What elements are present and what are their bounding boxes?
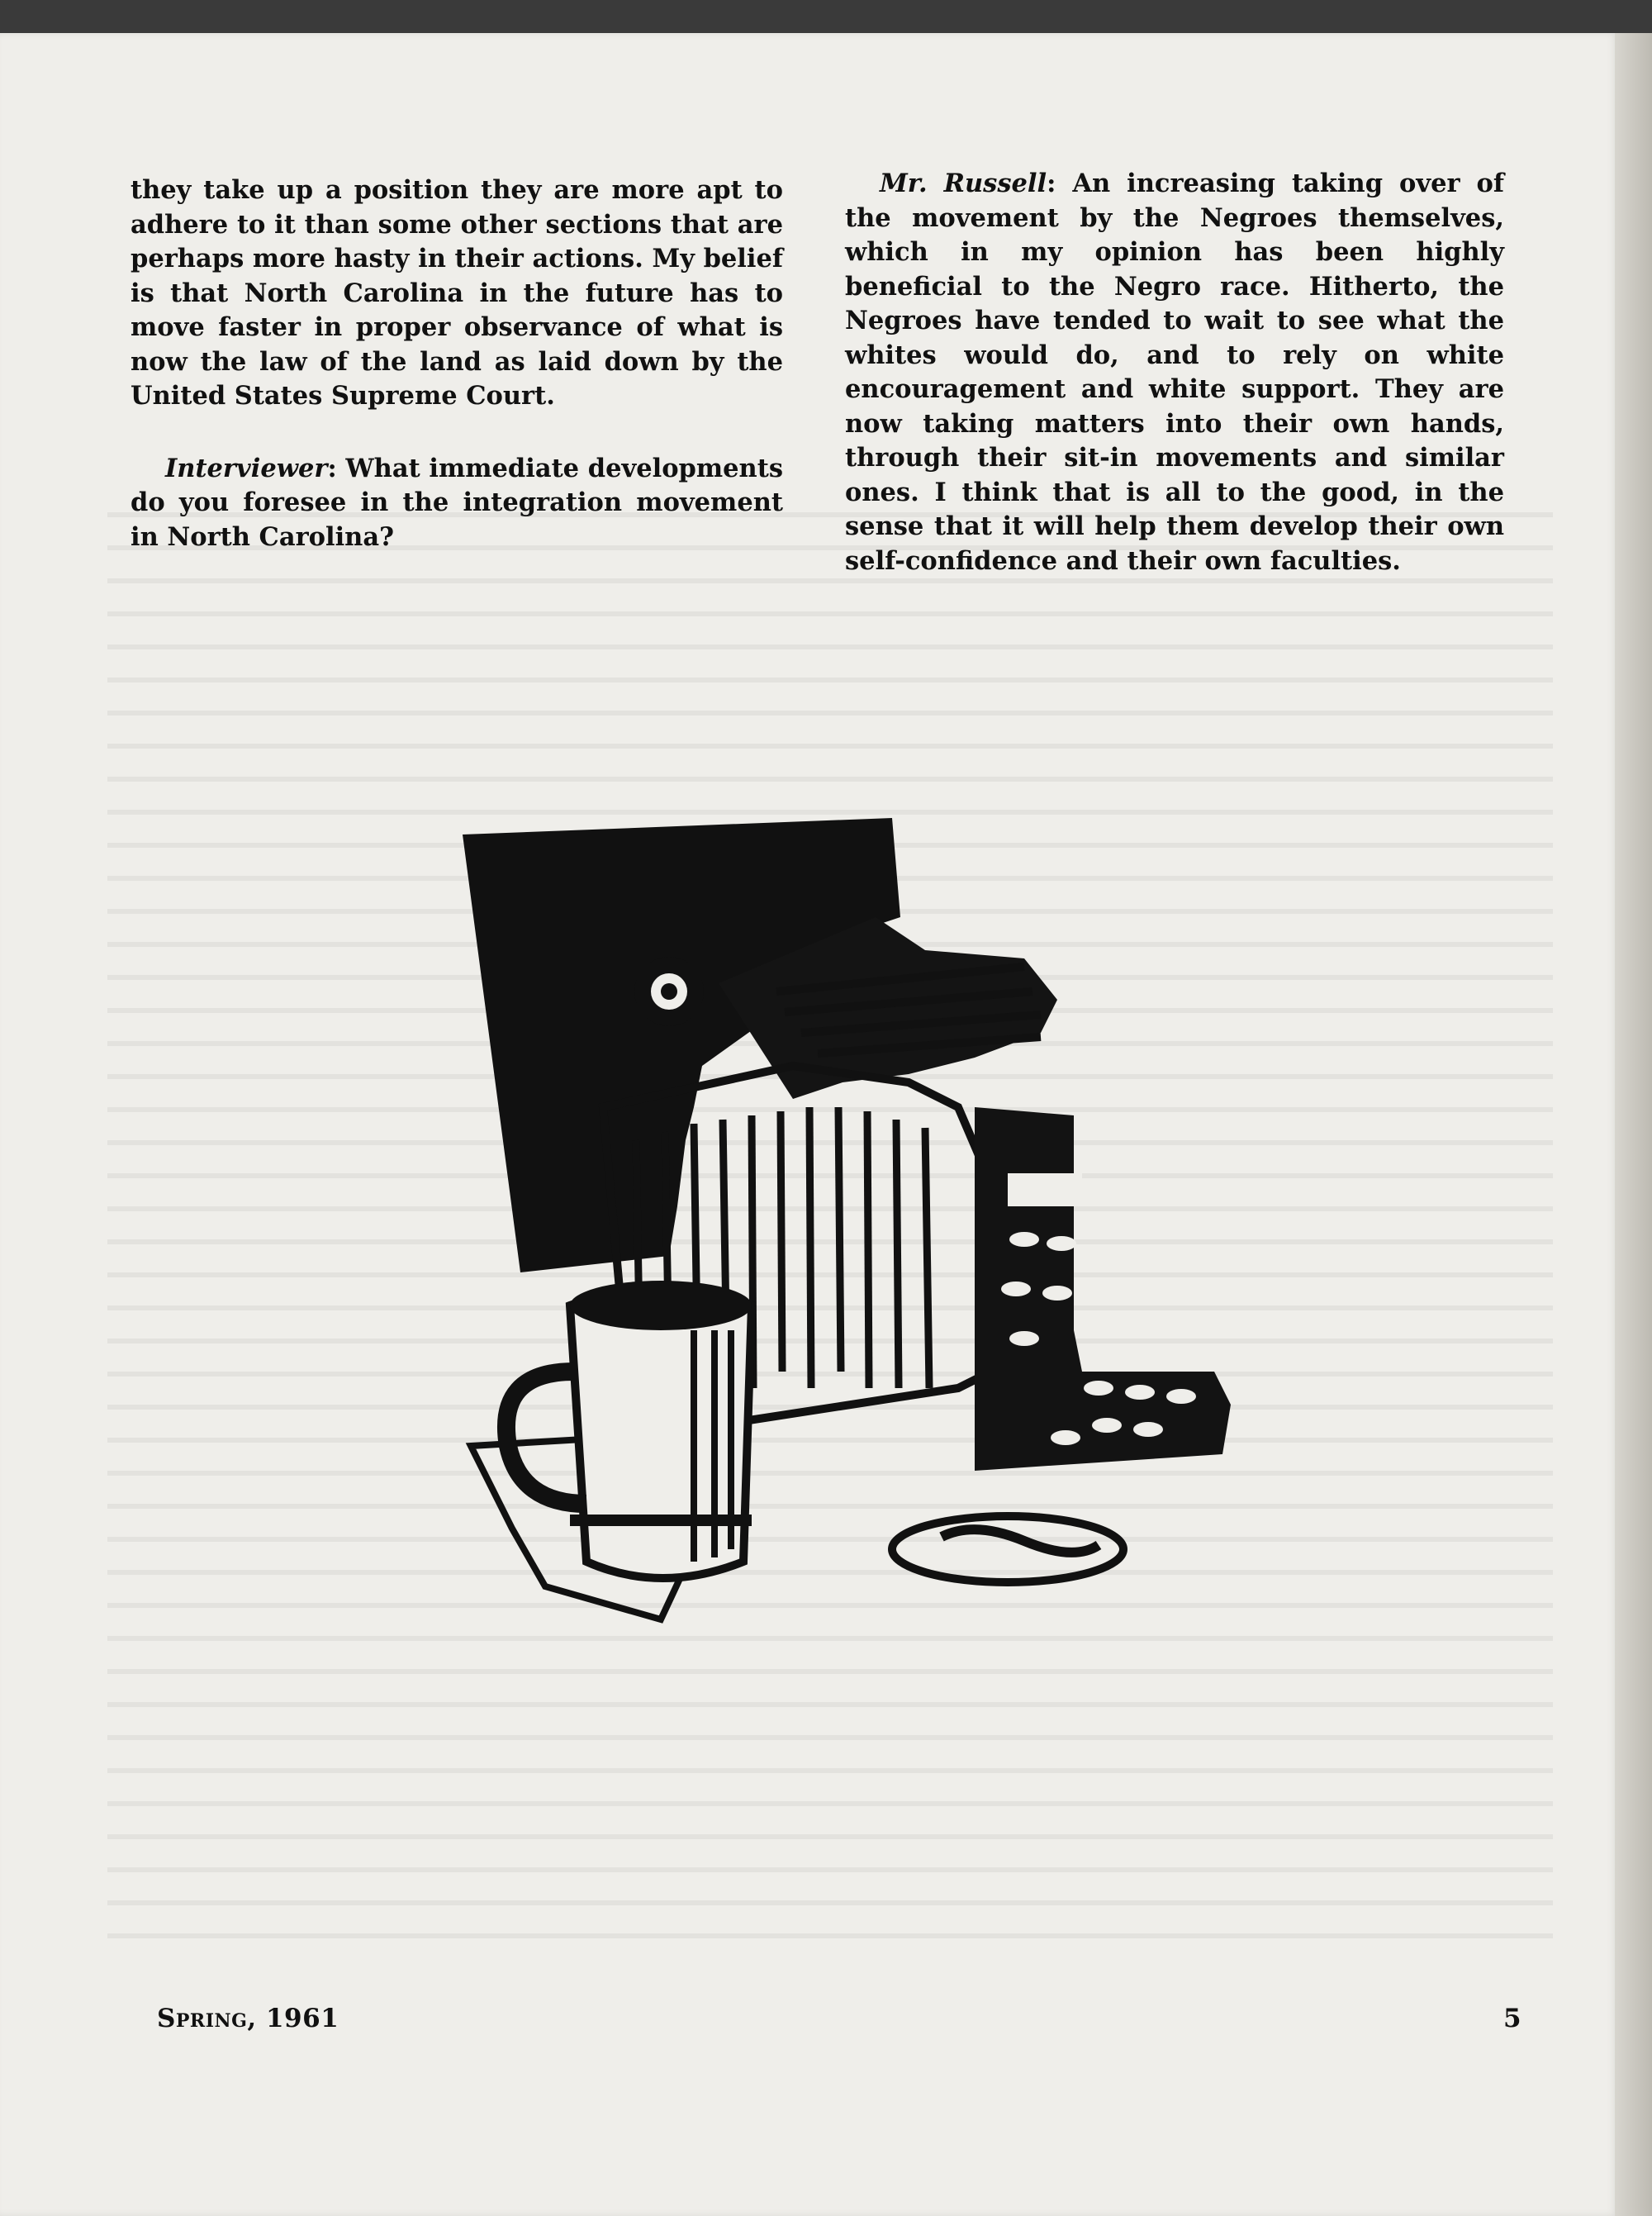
left-paragraph-1: they take up a position they are more apt to adhere to it than some other sections that are perhaps more hasty in their actions. My belief is that North Carolina in the future has to move faster in proper observance of what is now the law of the land as laid down by the United States Supreme Court. — [131, 175, 783, 411]
typewriter-label — [1008, 1173, 1082, 1206]
coffee-mug — [570, 1289, 752, 1578]
page-number: 5 — [1503, 2004, 1521, 2033]
interviewer-label: Interviewer — [165, 453, 328, 483]
speaker-answer: : An increasing taking over of the movement by the Negroes themselves, which in my opinion has been highly beneficial to the Negro race. Hitherto, the Negroes have tended to wait to see what the whites would do, and to rely on white encouragement and white support. They are now taking matters into their own hands, through their sit-in movements and similar ones. I think that is all to the good, in the sense that it will help them develop their own self-confidence and their own faculties. — [845, 169, 1504, 576]
interviewer-question: : What immediate developments do you foresee in the integration movement in North Carolina? — [131, 453, 783, 552]
right-paragraph — [845, 167, 1504, 578]
left-paragraph-2 — [131, 452, 783, 555]
left-column — [131, 174, 783, 554]
speaker-label: Mr. Russell — [880, 169, 1047, 198]
issue-label — [157, 2004, 339, 2033]
page-edge — [1615, 33, 1652, 2216]
issue-year: , 1961 — [247, 2004, 339, 2033]
right-column — [845, 167, 1504, 578]
issue-season: Spring — [157, 2004, 248, 2033]
typewriter-mug-illustration — [446, 793, 1289, 1644]
